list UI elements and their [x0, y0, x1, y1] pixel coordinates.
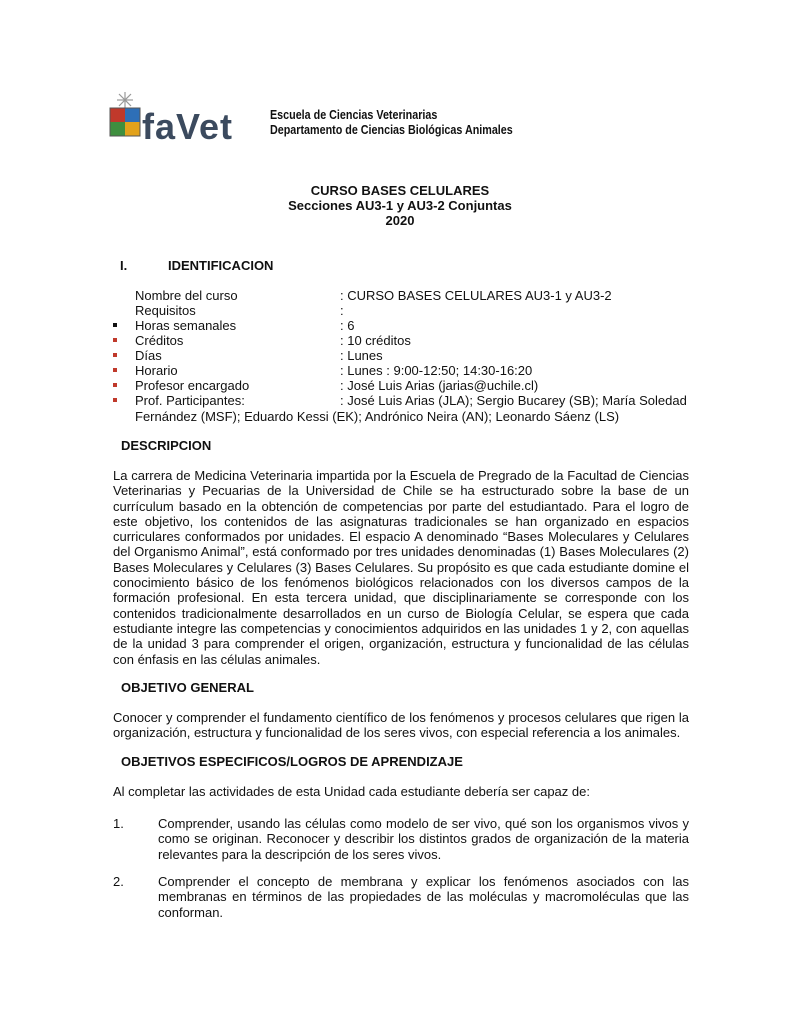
table-row — [0, 393, 800, 408]
table-row — [0, 318, 800, 333]
row-value: : — [340, 303, 344, 318]
row-label: Nombre del curso — [135, 288, 238, 303]
bullet-icon — [113, 323, 117, 327]
row-label: Requisitos — [135, 303, 196, 318]
participants-continued: Fernández (MSF); Eduardo Kessi (EK); Andrónico Neira (AN); Leonardo Sáenz (LS) — [135, 409, 620, 424]
row-label: Profesor encargado — [135, 378, 250, 393]
table-row — [0, 363, 800, 378]
objetivo-general-paragraph: Conocer y comprender el fundamento científico de los fenómenos y procesos celulares que rigen la organización, estructura y funcionalidad de los seres vivos, con especial referencia a los animales. — [113, 710, 689, 741]
row-label: Días — [135, 348, 162, 363]
table-row — [0, 333, 800, 348]
bullet-icon — [113, 368, 117, 372]
table-row — [0, 303, 800, 318]
logo-wordmark: faVet — [142, 106, 234, 147]
section-heading-identificacion: IDENTIFICACION — [168, 258, 274, 273]
row-label: Créditos — [135, 333, 184, 348]
descripcion-paragraph: La carrera de Medicina Veterinaria impartida por la Escuela de Pregrado de la Facultad de Ciencias Veterinarias y Pecuarias de la Universidad de Chile se ha estructurado sobre la base de un currículum basado en la obtención de competencias por parte del estudiantado. Para el logro de este objetivo, los contenidos de las asignaturas tradicionales se han organizado en espacios curriculares conformados por unidades. El espacio A denominado “Bases Moleculares y Celulares del Organismo Animal”, está conformado por tres unidades denominadas (1) Bases Moleculares (2) Bases Moleculares y Celulares (3) Bases Celulares. Su propósito es que cada estudiante domine el conocimiento básico de los fenómenos biológicos relacionados con los diversos campos de la formación profesional. En esta tercera unidad, que disciplinariamente se corresponde con los contenidos tradicionalmente desarrollados en un curso de Biología Celular, se espera que cada estudiante integre las competencias y conocimientos adquiridos en las unidades 1 y 2, con aquellas de la unidad 3 para comprender el origen, organización, estructura y funcionalidad de las células con énfasis en las células animales. — [113, 468, 689, 667]
course-title: CURSO BASES CELULARES — [310, 183, 490, 198]
bullet-icon — [113, 353, 117, 357]
objetivos-intro: Al completar las actividades de esta Unidad cada estudiante debería ser capaz de: — [113, 784, 590, 799]
row-label: Prof. Participantes: — [135, 393, 245, 408]
table-row — [0, 288, 800, 303]
section-heading-objetivos-especificos: OBJETIVOS ESPECIFICOS/LOGROS DE APRENDIZAJE — [121, 754, 463, 769]
course-sections: Secciones AU3-1 y AU3-2 Conjuntas — [288, 198, 512, 213]
section-number: I. — [120, 258, 128, 273]
university-shield-icon — [110, 108, 140, 136]
row-value: : 6 — [340, 318, 355, 333]
bullet-icon — [113, 398, 117, 402]
row-label: Horario — [135, 363, 178, 378]
table-row — [0, 378, 800, 393]
bullet-icon — [113, 338, 117, 342]
school-header — [270, 108, 513, 138]
section-heading-descripcion: DESCRIPCION — [121, 438, 212, 453]
row-value: : Lunes : 9:00-12:50; 14:30-16:20 — [340, 363, 533, 378]
course-year: 2020 — [385, 213, 415, 228]
row-value: : 10 créditos — [340, 333, 411, 348]
row-value: : Lunes — [340, 348, 383, 363]
row-value: : José Luis Arias (jarias@uchile.cl) — [340, 378, 539, 393]
row-value: : CURSO BASES CELULARES AU3-1 y AU3-2 — [340, 288, 612, 303]
bullet-icon — [113, 383, 117, 387]
list-item-number: 2. — [113, 874, 124, 889]
school-name: Escuela de Ciencias Veterinarias — [270, 108, 438, 122]
department-name: Departamento de Ciencias Biológicas Animales — [270, 123, 513, 137]
row-value: : José Luis Arias (JLA); Sergio Bucarey (SB); María Soledad — [340, 393, 687, 408]
list-item: Comprender, usando las células como modelo de ser vivo, qué son los organismos vivos y como se originan. Reconocer y describir los distintos grados de organización de la materia relevantes para la descripción de los seres vivos. — [158, 816, 689, 862]
list-item: Comprender el concepto de membrana y explicar los fenómenos asociados con las membranas en términos de las propiedades de las moléculas y macromoléculas que las conforman. — [158, 874, 689, 920]
list-item-number: 1. — [113, 816, 124, 831]
table-row — [0, 348, 800, 363]
section-heading-objetivo-general: OBJETIVO GENERAL — [121, 680, 254, 695]
row-label: Horas semanales — [135, 318, 237, 333]
sun-emblem-icon — [117, 92, 133, 108]
